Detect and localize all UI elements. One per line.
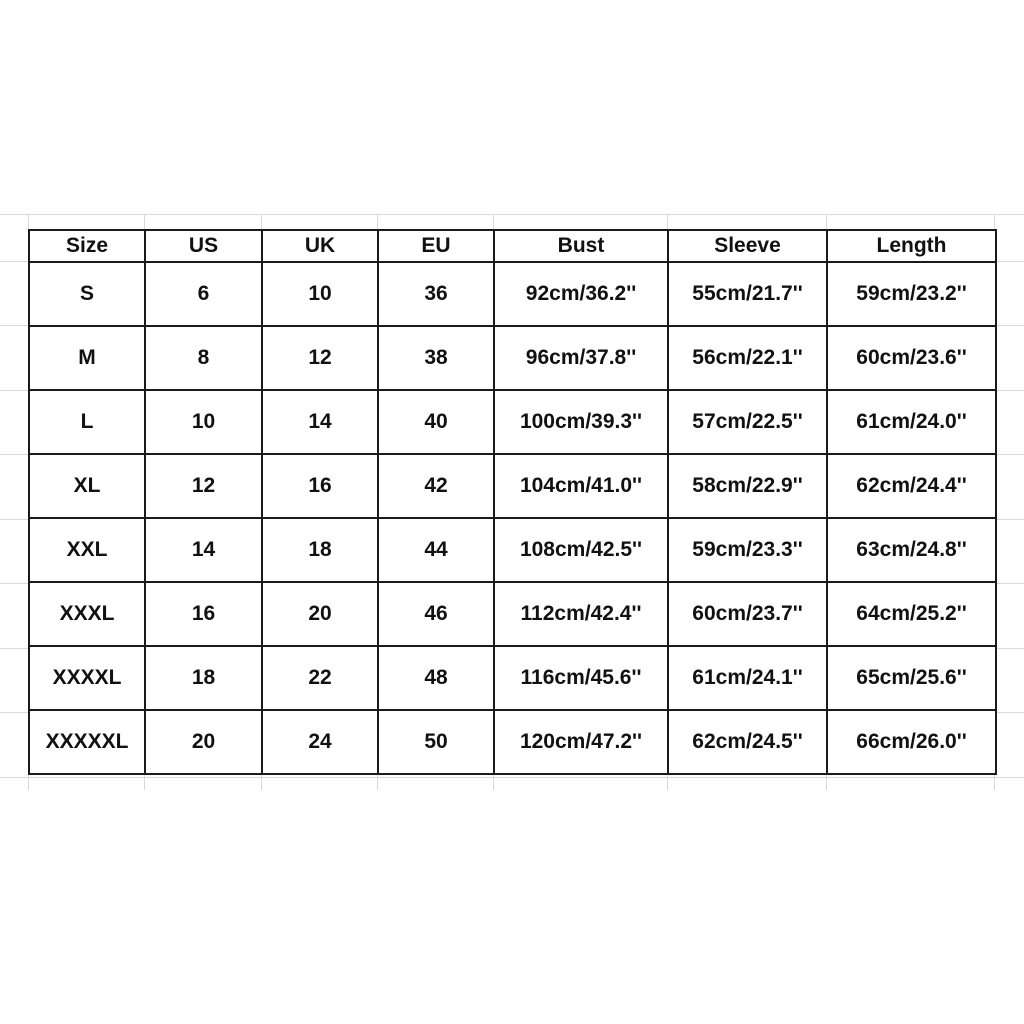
cell-bust: 116cm/45.6'' <box>494 646 668 710</box>
cell-size: XXL <box>29 518 145 582</box>
header-row <box>29 230 996 262</box>
cell-bust: 120cm/47.2'' <box>494 710 668 774</box>
cell-size: L <box>29 390 145 454</box>
cell-us: 18 <box>145 646 262 710</box>
header-uk: UK <box>262 230 378 262</box>
cell-us: 20 <box>145 710 262 774</box>
table-row <box>29 326 996 390</box>
cell-length: 63cm/24.8'' <box>827 518 996 582</box>
cell-length: 61cm/24.0'' <box>827 390 996 454</box>
header-size: Size <box>29 230 145 262</box>
cell-uk: 12 <box>262 326 378 390</box>
cell-sleeve: 56cm/22.1'' <box>668 326 827 390</box>
cell-sleeve: 60cm/23.7'' <box>668 582 827 646</box>
table-row <box>29 390 996 454</box>
cell-eu: 48 <box>378 646 494 710</box>
cell-uk: 18 <box>262 518 378 582</box>
cell-uk: 20 <box>262 582 378 646</box>
table-row <box>29 518 996 582</box>
cell-us: 8 <box>145 326 262 390</box>
cell-us: 16 <box>145 582 262 646</box>
table-row <box>29 646 996 710</box>
header-us: US <box>145 230 262 262</box>
size-chart-table <box>28 229 997 775</box>
cell-bust: 108cm/42.5'' <box>494 518 668 582</box>
cell-eu: 38 <box>378 326 494 390</box>
cell-sleeve: 58cm/22.9'' <box>668 454 827 518</box>
cell-uk: 14 <box>262 390 378 454</box>
cell-length: 64cm/25.2'' <box>827 582 996 646</box>
cell-size: S <box>29 262 145 326</box>
cell-length: 62cm/24.4'' <box>827 454 996 518</box>
cell-size: XXXXXL <box>29 710 145 774</box>
cell-sleeve: 61cm/24.1'' <box>668 646 827 710</box>
header-sleeve: Sleeve <box>668 230 827 262</box>
cell-bust: 104cm/41.0'' <box>494 454 668 518</box>
cell-size: XXXL <box>29 582 145 646</box>
table-row <box>29 262 996 326</box>
cell-eu: 42 <box>378 454 494 518</box>
cell-uk: 16 <box>262 454 378 518</box>
cell-eu: 44 <box>378 518 494 582</box>
cell-eu: 36 <box>378 262 494 326</box>
cell-sleeve: 57cm/22.5'' <box>668 390 827 454</box>
table-row <box>29 710 996 774</box>
cell-uk: 24 <box>262 710 378 774</box>
cell-bust: 96cm/37.8'' <box>494 326 668 390</box>
cell-length: 65cm/25.6'' <box>827 646 996 710</box>
header-bust: Bust <box>494 230 668 262</box>
cell-bust: 92cm/36.2'' <box>494 262 668 326</box>
cell-us: 6 <box>145 262 262 326</box>
cell-length: 59cm/23.2'' <box>827 262 996 326</box>
gridline <box>0 777 1024 778</box>
cell-bust: 100cm/39.3'' <box>494 390 668 454</box>
cell-sleeve: 55cm/21.7'' <box>668 262 827 326</box>
cell-bust: 112cm/42.4'' <box>494 582 668 646</box>
cell-us: 14 <box>145 518 262 582</box>
cell-eu: 40 <box>378 390 494 454</box>
cell-us: 12 <box>145 454 262 518</box>
cell-size: XXXXL <box>29 646 145 710</box>
table-row <box>29 582 996 646</box>
cell-uk: 10 <box>262 262 378 326</box>
gridline <box>0 214 1024 215</box>
cell-length: 60cm/23.6'' <box>827 326 996 390</box>
cell-size: M <box>29 326 145 390</box>
cell-uk: 22 <box>262 646 378 710</box>
cell-us: 10 <box>145 390 262 454</box>
cell-eu: 50 <box>378 710 494 774</box>
cell-length: 66cm/26.0'' <box>827 710 996 774</box>
cell-size: XL <box>29 454 145 518</box>
header-length: Length <box>827 230 996 262</box>
cell-sleeve: 59cm/23.3'' <box>668 518 827 582</box>
cell-sleeve: 62cm/24.5'' <box>668 710 827 774</box>
cell-eu: 46 <box>378 582 494 646</box>
table-row <box>29 454 996 518</box>
header-eu: EU <box>378 230 494 262</box>
